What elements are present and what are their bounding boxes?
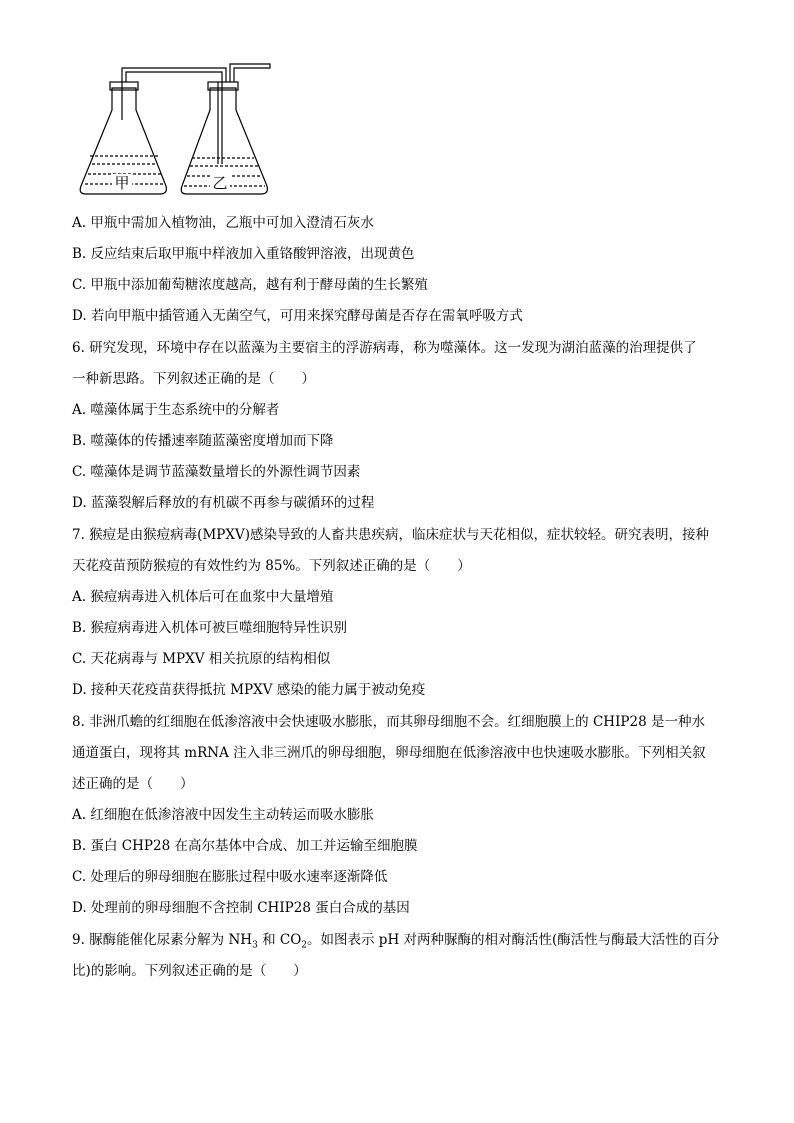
q9-stem-part-b: 和 CO <box>257 932 302 948</box>
q8-option-d: D. 处理前的卵母细胞不含控制 CHIP28 蛋白合成的基因 <box>72 900 410 916</box>
fermentation-apparatus-figure <box>70 60 280 200</box>
q8-stem-line-3: 述正确的是（ ） <box>72 776 194 792</box>
q6-option-a: A. 噬藻体属于生态系统中的分解者 <box>72 402 280 418</box>
q7-option-c: C. 天花病毒与 MPXV 相关抗原的结构相似 <box>72 651 331 667</box>
q7-option-d: D. 接种天花疫苗获得抵抗 MPXV 感染的能力属于被动免疫 <box>72 682 426 698</box>
q9-stem-line-2: 比)的影响。下列叙述正确的是（ ） <box>72 963 307 979</box>
flask-b-label: 乙 <box>212 174 228 192</box>
q7-stem-line-1: 7. 猴痘是由猴痘病毒(MPXV)感染导致的人畜共患疾病，临床症状与天花相似，症状较轻。研究表明，接种 <box>72 527 709 543</box>
q9-sub-3: 3 <box>252 940 258 951</box>
q5-option-b: B. 反应结束后取甲瓶中样液加入重铬酸钾溶液，出现黄色 <box>72 246 415 262</box>
connecting-tube <box>122 68 226 82</box>
q6-option-d: D. 蓝藻裂解后释放的有机碳不再参与碳循环的过程 <box>72 495 375 511</box>
q8-option-c: C. 处理后的卵母细胞在膨胀过程中吸水速率逐渐降低 <box>72 869 388 885</box>
q6-option-b: B. 噬藻体的传播速率随蓝藻密度增加而下降 <box>72 433 334 449</box>
q7-stem-line-2: 天花疫苗预防猴痘的有效性约为 85%。下列叙述正确的是（ ） <box>72 558 471 574</box>
q9-sub-2: 2 <box>301 940 308 951</box>
q6-stem-line-1: 6. 研究发现，环境中存在以蓝藻为主要宿主的浮游病毒，称为噬藻体。这一发现为湖泊蓝藻的治理提供了 <box>72 340 697 356</box>
q5-option-d: D. 若向甲瓶中插管通入无菌空气，可用来探究酵母菌是否存在需氧呼吸方式 <box>72 308 523 324</box>
q9-stem-part-a: 9. 脲酶能催化尿素分解为 NH <box>72 932 253 948</box>
q9-stem-part-c: 。如图表示 pH 对两种脲酶的相对酶活性(酶活性与酶最大活性的百分 <box>307 932 720 948</box>
flask-b-stopper <box>208 82 238 90</box>
flask-a-stopper <box>110 82 138 90</box>
q7-option-b: B. 猴痘病毒进入机体可被巨噬细胞特异性识别 <box>72 620 348 636</box>
q6-option-c: C. 噬藻体是调节蓝藻数量增长的外源性调节因素 <box>72 464 361 480</box>
q8-stem-line-2: 通道蛋白，现将其 mRNA 注入非三洲爪的卵母细胞，卵母细胞在低渗溶液中也快速吸水膨胀。下列相关叙 <box>72 745 706 761</box>
q9-stem-line-1 <box>72 931 719 955</box>
q5-option-c: C. 甲瓶中添加葡萄糖浓度越高，越有利于酵母菌的生长繁殖 <box>72 277 428 293</box>
q7-option-a: A. 猴痘病毒进入机体后可在血浆中大量增殖 <box>72 589 334 605</box>
q8-option-a: A. 红细胞在低渗溶液中因发生主动转运而吸水膨胀 <box>72 807 374 823</box>
flask-a-label: 甲 <box>114 174 130 192</box>
q8-option-b: B. 蛋白 CHP28 在高尔基体中合成、加工并运输至细胞膜 <box>72 838 418 854</box>
flask-b-outlet-tube <box>230 64 270 82</box>
flask-diagram <box>70 60 280 200</box>
q5-option-a: A. 甲瓶中需加入植物油，乙瓶中可加入澄清石灰水 <box>72 215 374 231</box>
q8-stem-line-1: 8. 非洲爪蟾的红细胞在低渗溶液中会快速吸水膨胀，而其卵母细胞不会。红细胞膜上的 CHIP28 是一种水 <box>72 714 705 730</box>
q6-stem-line-2: 一种新思路。下列叙述正确的是（ ） <box>72 371 315 387</box>
